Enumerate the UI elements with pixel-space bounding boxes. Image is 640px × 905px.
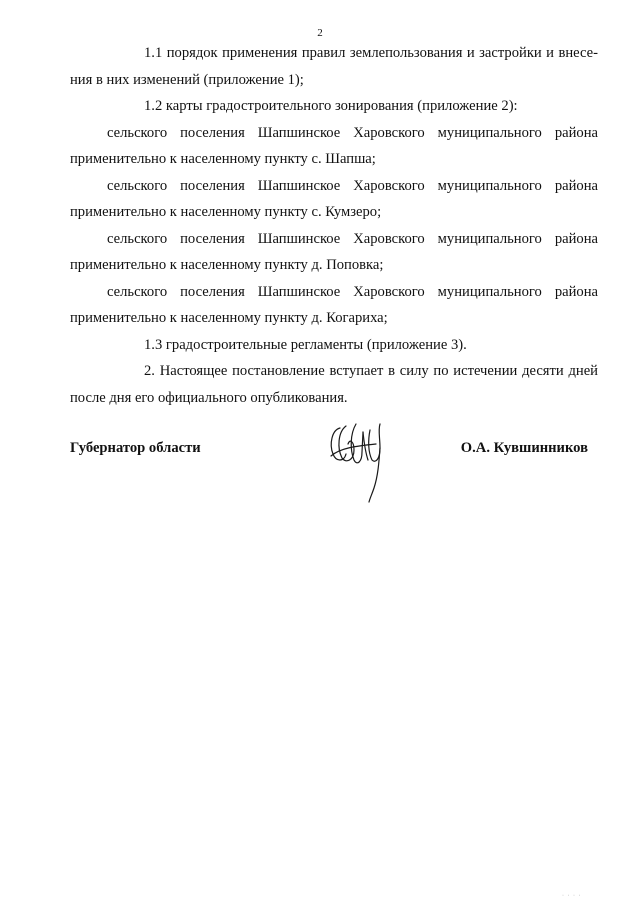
paragraph-text: градостроительные регламенты (приложение 3).	[165, 336, 467, 353]
paragraph-1-2	[70, 93, 598, 120]
paragraph-text: сельского поселения Шапшинское Харовского муниципального района применительно к населенному пункту д. Поповка;	[70, 230, 598, 273]
paragraph-text: сельского поселения Шапшинское Харовского муниципального района применительно к населенному пункту с. Шапша;	[70, 124, 598, 167]
paragraph-popovka	[70, 226, 598, 279]
paragraph-1-3	[70, 332, 598, 359]
page-number: 2	[317, 27, 323, 39]
paragraph-number: 2.	[144, 363, 155, 379]
paragraph-text: Настоящее постановление вступает в силу по истечении десяти дней после дня его официального опубликования.	[70, 363, 598, 406]
paragraph-text: сельского поселения Шапшинское Харовского муниципального района применительно к населенному пункту с. Кумзеро;	[70, 177, 598, 220]
paragraph-2	[70, 358, 598, 411]
paragraph-number: 1.1	[144, 45, 163, 61]
paragraph-text: порядок применения правил землепользования и застройки и внесения в них изменений (приложение 1);	[70, 45, 598, 88]
signatory-title: Губернатор области	[70, 440, 201, 456]
paragraph-kogarikha	[70, 279, 598, 332]
paragraph-kumzero	[70, 173, 598, 226]
paragraph-text: карты градостроительного зонирования (приложение 2):	[165, 98, 518, 114]
document-body	[70, 40, 598, 411]
paragraph-number: 1.3	[144, 336, 163, 353]
paragraph-1-1	[70, 40, 598, 93]
paragraph-text: сельского поселения Шапшинское Харовского муниципального района применительно к населенному пункту д. Когариха;	[70, 283, 598, 326]
paragraph-number: 1.2	[144, 98, 163, 114]
scan-mark: · · · ·	[562, 893, 582, 899]
paragraph-shapsha	[70, 120, 598, 173]
signatory-name: О.А. Кувшинников	[460, 440, 588, 456]
handwritten-signature	[326, 418, 390, 508]
